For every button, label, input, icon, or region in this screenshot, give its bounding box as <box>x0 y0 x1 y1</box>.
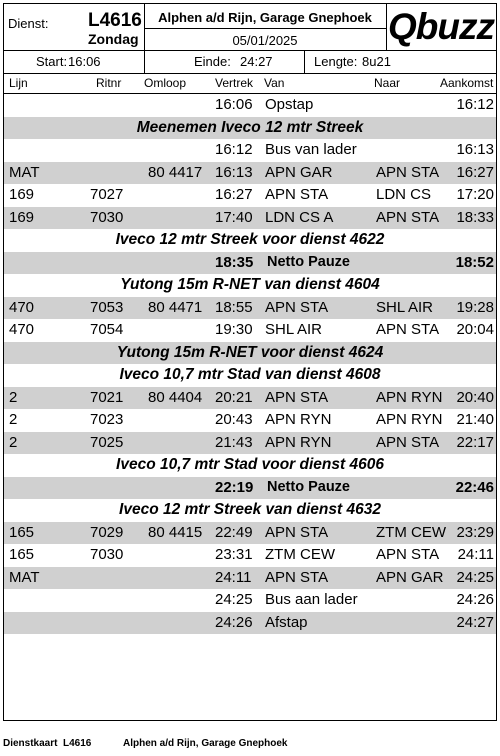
cell-vertrek: 22:19 <box>215 478 254 496</box>
header <box>4 4 496 50</box>
footer-location: Alphen a/d Rijn, Garage Gnephoek <box>123 738 288 749</box>
cell-van: APN GAR <box>265 163 333 181</box>
table-row <box>4 387 496 410</box>
cell-van: Opstap <box>265 96 314 113</box>
table-row <box>4 319 496 342</box>
cell-naar: APN STA <box>376 163 440 181</box>
cell-van: Netto Pauze <box>267 253 350 270</box>
cell-vertrek: 23:31 <box>215 546 253 563</box>
cell-naar: APN STA <box>376 433 440 451</box>
section-heading-row <box>4 499 496 522</box>
cell-naar: ZTM CEW <box>376 523 446 541</box>
einde-time: 24:27 <box>240 54 273 69</box>
qbuzz-logo: Qbuzz <box>388 6 494 47</box>
table-row <box>4 567 496 590</box>
table-row <box>4 409 496 432</box>
cell-vertrek: 19:30 <box>215 321 253 338</box>
cell-aankomst: 24:27 <box>456 613 494 631</box>
cell-van: APN RYN <box>265 433 332 451</box>
cell-naar: LDN CS <box>376 186 432 203</box>
cell-van: APN STA <box>265 523 329 541</box>
start-label: Start: <box>36 54 68 69</box>
cell-aankomst: 24:26 <box>456 591 494 608</box>
col-naar: Naar <box>374 76 401 90</box>
cell-vertrek: 16:06 <box>215 96 253 113</box>
dienst-day: Zondag <box>88 31 139 47</box>
cell-van: Afstap <box>265 613 308 631</box>
cell-vertrek: 24:25 <box>215 591 253 608</box>
cell-ritnr: 7023 <box>90 411 124 428</box>
section-heading: Iveco 10,7 mtr Stad voor dienst 4606 <box>116 456 384 473</box>
cell-van: APN STA <box>265 186 329 203</box>
cell-naar: APN RYN <box>376 388 443 406</box>
date: 05/01/2025 <box>232 33 298 48</box>
cell-omloop: 80 4471 <box>148 298 203 316</box>
cell-ritnr: 7030 <box>90 546 124 563</box>
cell-vertrek: 22:49 <box>215 523 253 541</box>
cell-naar: APN STA <box>376 208 440 226</box>
cell-ritnr: 7030 <box>90 208 124 226</box>
section-heading-row <box>4 117 496 140</box>
cell-lijn: 2 <box>9 433 18 451</box>
col-omloop: Omloop <box>144 76 187 90</box>
lengte-value: 8u21 <box>362 54 391 69</box>
col-ritnr: Ritnr <box>96 76 122 90</box>
cell-naar: APN STA <box>376 546 440 563</box>
dienst-label: Dienst: <box>8 16 49 31</box>
cell-omloop: 80 4404 <box>148 388 203 406</box>
cell-ritnr: 7054 <box>90 321 124 338</box>
cell-aankomst: 18:52 <box>455 253 494 271</box>
section-heading-row <box>4 342 496 365</box>
table-row <box>4 589 496 612</box>
cell-lijn: 2 <box>9 411 18 428</box>
cell-vertrek: 17:40 <box>215 208 253 226</box>
cell-naar: APN STA <box>376 321 440 338</box>
cell-omloop: 80 4415 <box>148 523 203 541</box>
cell-ritnr: 7025 <box>90 433 124 451</box>
pause-row <box>4 477 496 500</box>
cell-lijn: 470 <box>9 298 35 316</box>
dienstkaart <box>3 3 497 721</box>
cell-van: ZTM CEW <box>265 546 335 563</box>
col-lijn: Lijn <box>9 76 28 90</box>
cell-van: Bus aan lader <box>265 591 358 608</box>
cell-vertrek: 16:12 <box>215 141 253 158</box>
col-van: Van <box>264 76 285 90</box>
cell-van: APN STA <box>265 298 329 316</box>
table-row <box>4 207 496 230</box>
cell-vertrek: 18:35 <box>215 253 254 271</box>
table-row <box>4 612 496 635</box>
section-heading: Iveco 12 mtr Streek van dienst 4632 <box>119 501 381 518</box>
cell-ritnr: 7021 <box>90 388 124 406</box>
column-headers <box>4 74 496 94</box>
cell-aankomst: 22:46 <box>455 478 494 496</box>
cell-aankomst: 20:40 <box>456 388 494 406</box>
cell-van: Netto Pauze <box>267 478 350 495</box>
cell-vertrek: 16:27 <box>215 186 253 203</box>
col-aankomst: Aankomst <box>440 76 494 90</box>
cell-ritnr: 7029 <box>90 523 124 541</box>
cell-lijn: 165 <box>9 546 35 563</box>
cell-vertrek: 20:21 <box>215 388 253 406</box>
cell-naar: SHL AIR <box>376 298 433 316</box>
section-heading-row <box>4 229 496 252</box>
divider <box>304 51 305 73</box>
cell-aankomst: 22:17 <box>456 433 494 451</box>
table-row <box>4 139 496 162</box>
cell-aankomst: 16:12 <box>456 96 494 113</box>
section-heading: Iveco 12 mtr Streek voor dienst 4622 <box>115 231 385 248</box>
cell-aankomst: 16:27 <box>456 163 494 181</box>
cell-naar: APN RYN <box>376 411 443 428</box>
schedule-rows <box>4 94 496 634</box>
cell-aankomst: 24:11 <box>457 546 494 563</box>
cell-van: SHL AIR <box>265 321 322 338</box>
lengte-label: Lengte: <box>314 54 358 69</box>
cell-lijn: 169 <box>9 208 35 226</box>
times-row <box>4 51 496 73</box>
dienst-number: L4616 <box>88 10 142 31</box>
cell-lijn: 2 <box>9 388 18 406</box>
pause-row <box>4 252 496 275</box>
section-heading: Yutong 15m R-NET van dienst 4604 <box>120 276 380 293</box>
footer-dienst-number: L4616 <box>63 738 92 749</box>
table-row <box>4 162 496 185</box>
cell-lijn: MAT <box>9 163 40 181</box>
cell-aankomst: 18:33 <box>456 208 494 226</box>
cell-vertrek: 16:13 <box>215 163 253 181</box>
table-row <box>4 297 496 320</box>
cell-vertrek: 24:26 <box>215 613 253 631</box>
einde-label: Einde: <box>194 54 231 69</box>
table-row <box>4 432 496 455</box>
cell-naar: APN GAR <box>376 568 444 586</box>
cell-aankomst: 16:13 <box>456 141 494 158</box>
col-vertrek: Vertrek <box>215 76 254 90</box>
cell-van: APN RYN <box>265 411 332 428</box>
cell-lijn: 165 <box>9 523 35 541</box>
cell-aankomst: 21:40 <box>456 411 494 428</box>
section-heading: Iveco 10,7 mtr Stad van dienst 4608 <box>119 366 381 383</box>
cell-van: APN STA <box>265 388 329 406</box>
cell-lijn: MAT <box>9 568 40 586</box>
section-heading-row <box>4 274 496 297</box>
cell-vertrek: 18:55 <box>215 298 253 316</box>
table-row <box>4 184 496 207</box>
section-heading-row <box>4 454 496 477</box>
divider <box>144 28 386 29</box>
cell-lijn: 470 <box>9 321 35 338</box>
table-row <box>4 522 496 545</box>
section-heading: Meenemen Iveco 12 mtr Streek <box>136 118 364 136</box>
cell-lijn: 169 <box>9 186 35 203</box>
cell-aankomst: 17:20 <box>456 186 494 203</box>
section-heading: Yutong 15m R-NET voor dienst 4624 <box>116 343 384 361</box>
cell-aankomst: 24:25 <box>456 568 494 586</box>
cell-vertrek: 24:11 <box>215 568 252 586</box>
table-row <box>4 94 496 117</box>
cell-van: LDN CS A <box>265 208 334 226</box>
cell-vertrek: 21:43 <box>215 433 253 451</box>
cell-aankomst: 23:29 <box>456 523 494 541</box>
cell-vertrek: 20:43 <box>215 411 253 428</box>
divider <box>144 51 145 73</box>
cell-ritnr: 7053 <box>90 298 124 316</box>
cell-ritnr: 7027 <box>90 186 124 203</box>
cell-aankomst: 19:28 <box>456 298 494 316</box>
cell-omloop: 80 4417 <box>148 163 203 181</box>
footer-label: Dienstkaart <box>3 738 58 749</box>
section-heading-row <box>4 364 496 387</box>
cell-aankomst: 20:04 <box>456 321 494 338</box>
start-time: 16:06 <box>68 54 101 69</box>
location: Alphen a/d Rijn, Garage Gnephoek <box>158 10 372 25</box>
table-row <box>4 544 496 567</box>
cell-van: APN STA <box>265 568 329 586</box>
cell-van: Bus van lader <box>265 141 357 158</box>
